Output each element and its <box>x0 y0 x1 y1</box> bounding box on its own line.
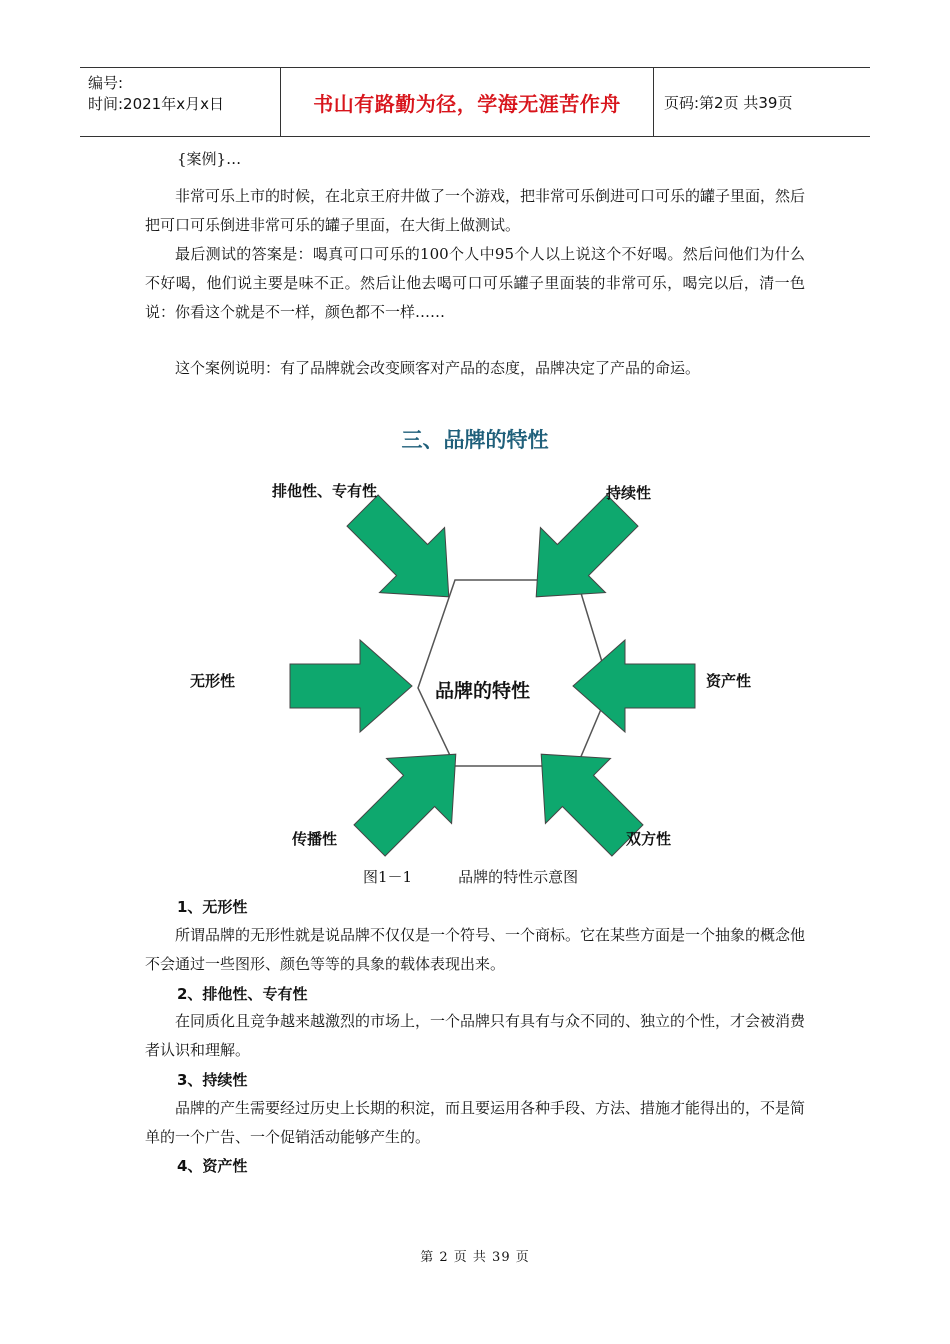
brand-characteristics-diagram <box>180 468 780 863</box>
hexagon-outline <box>418 580 610 766</box>
case-paragraph-1: 非常可乐上市的时候，在北京王府井做了一个游戏，把非常可乐倒进可口可乐的罐子里面，然后把可口可乐倒进非常可乐的罐子里面，在大街上做测试。 <box>145 187 806 234</box>
item-body-1: 所谓品牌的无形性就是说品牌不仅仅是一个符号、一个商标。它在某些方面是一个抽象的概念他不会通过一些图形、颜色等等的具象的载体表现出来。 <box>145 926 806 973</box>
case-tag: {案例}… <box>177 150 242 168</box>
label-asset: 资产性 <box>706 672 752 690</box>
label-exclusivity: 排他性、专有性 <box>272 482 378 500</box>
arrow-bottom-left <box>354 754 456 856</box>
header-time-label: 时间:2021年x月x日 <box>88 95 224 113</box>
item-body-2: 在同质化且竞争越来越激烈的市场上，一个品牌只有具有与众不同的、独立的个性，才会被消费者认识和理解。 <box>145 1012 806 1059</box>
label-dissemination: 传播性 <box>292 830 338 848</box>
arrow-top-left <box>347 495 449 597</box>
diagram-center-label: 品牌的特性 <box>435 680 531 702</box>
item-heading-2: 2、排他性、专有性 <box>177 985 308 1003</box>
case-conclusion: 这个案例说明：有了品牌就会改变顾客对产品的态度，品牌决定了产品的命运。 <box>175 359 701 377</box>
figure-number: 图1－1 <box>363 868 413 886</box>
case-paragraph-2: 最后测试的答案是：喝真可口可乐的100个人中95个人以上说这个不好喝。然后问他们为什么不好喝，他们说主要是味不正。然后让他去喝可口可乐罐子里面装的非常可乐，喝完以后，清一色说：你看这个就是不一样，颜色都不一样…… <box>145 245 805 321</box>
page-header <box>80 67 870 137</box>
page-footer: 第 2 页 共 39 页 <box>420 1250 530 1265</box>
header-page-label: 页码:第2页 共39页 <box>664 93 793 112</box>
figure-caption-text: 品牌的特性示意图 <box>458 868 579 886</box>
diagram-graphic <box>180 468 780 863</box>
arrow-right <box>573 640 695 732</box>
section-title: 三、品牌的特性 <box>401 428 549 452</box>
item-heading-1: 1、无形性 <box>177 898 248 916</box>
header-number-label: 编号: <box>88 74 124 92</box>
label-intangibility: 无形性 <box>190 672 236 690</box>
item-heading-4: 4、资产性 <box>177 1157 248 1175</box>
arrow-left <box>290 640 412 732</box>
label-bilateral: 双方性 <box>626 830 672 848</box>
header-motto: 书山有路勤为径，学海无涯苦作舟 <box>280 68 654 136</box>
header-meta <box>80 68 280 136</box>
arrow-top-right <box>536 495 638 597</box>
item-body-3: 品牌的产生需要经过历史上长期的积淀，而且要运用各种手段、方法、措施才能得出的，不是简单的一个广告、一个促销活动能够产生的。 <box>145 1099 806 1146</box>
label-continuity: 持续性 <box>606 484 652 502</box>
item-heading-3: 3、持续性 <box>177 1071 248 1089</box>
figure-caption <box>363 866 578 887</box>
